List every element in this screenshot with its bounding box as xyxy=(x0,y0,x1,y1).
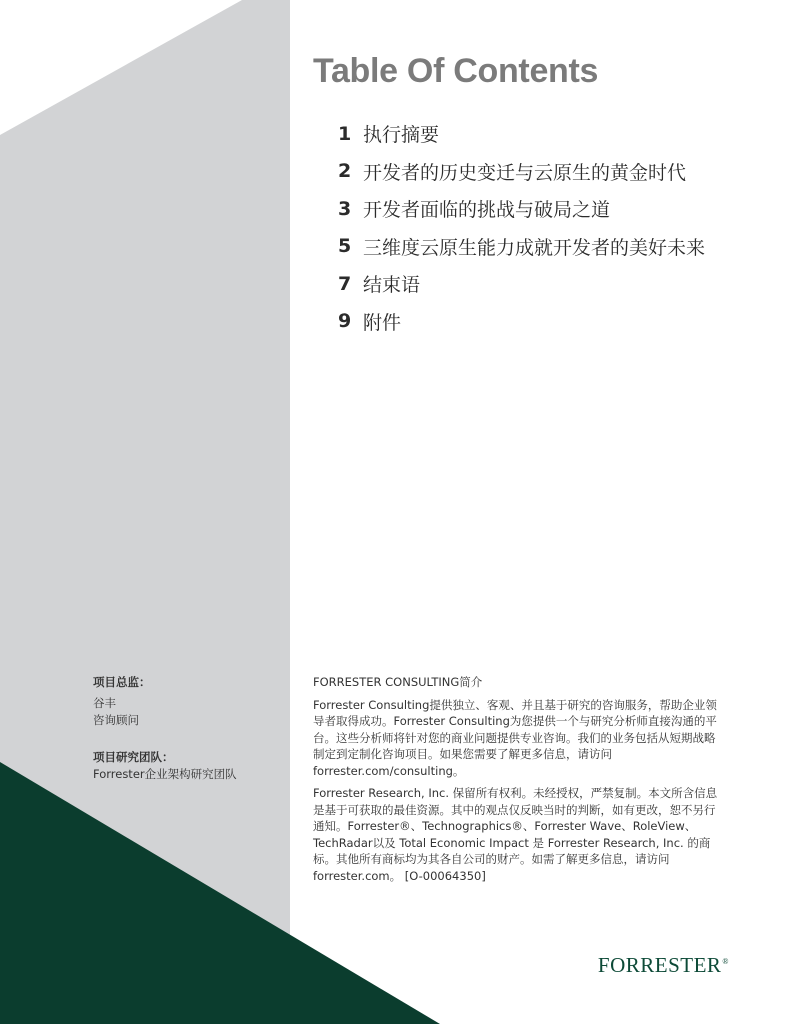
toc-page-number: 3 xyxy=(338,197,352,220)
toc-page-number: 7 xyxy=(338,272,352,295)
team-name: Forrester企业架构研究团队 xyxy=(93,767,237,781)
toc-entry[interactable] xyxy=(338,190,705,228)
toc-entry[interactable] xyxy=(338,265,705,303)
director-heading: 项目总监： xyxy=(93,675,151,689)
toc-entry[interactable] xyxy=(338,153,705,191)
copyright-paragraph: Forrester Research, Inc. 保留所有权利。未经授权，严禁复制。本文所含信息是基于可获取的最佳资源。其中的观点仅反映当时的判断，如有更改，恕不另行通知。Forrester®、Technographics®、Forrester Wave、RoleView、TechRadar以及 Total Economic Impact 是 Forrester Research, Inc. 的商标。其他所有商标均为其各自公司的财产。如需了解更多信息，请访问forrester.com。 [O-00064350] xyxy=(313,786,718,883)
toc-page-number: 9 xyxy=(338,310,352,333)
registered-mark: ® xyxy=(722,957,729,966)
team-heading: 项目研究团队： xyxy=(93,750,174,764)
director-name: 谷丰 xyxy=(93,696,116,710)
director-block xyxy=(93,674,237,729)
toc-entry[interactable] xyxy=(338,115,705,153)
about-paragraph: Forrester Consulting提供独立、客观、并且基于研究的咨询服务，帮助企业领导者取得成功。Forrester Consulting为您提供一个与研究分析师直接沟通的平台。这些分析师将针对您的商业问题提供专业咨询。我们的业务包括从短期战略制定到定制化咨询项目。如果您需要了解更多信息，请访问forrester.com/consulting。 xyxy=(313,697,717,778)
toc-entry[interactable] xyxy=(338,228,705,266)
toc-page-number: 2 xyxy=(338,160,352,183)
toc-entry-label: 三维度云原生能力成就开发者的美好未来 xyxy=(363,236,706,259)
toc-entry-label: 附件 xyxy=(363,311,402,334)
toc-page-number: 5 xyxy=(338,235,352,258)
about-heading: FORRESTER CONSULTING简介 xyxy=(313,675,483,689)
toc-entry-label: 开发者的历史变迁与云原生的黄金时代 xyxy=(363,161,687,184)
about-forrester xyxy=(313,674,725,890)
team-block xyxy=(93,749,237,783)
director-role: 咨询顾问 xyxy=(93,713,139,727)
project-credits xyxy=(93,674,237,803)
logo-wordmark: FORRESTER xyxy=(597,953,722,977)
toc-entry-label: 结束语 xyxy=(363,274,421,297)
toc-list xyxy=(338,115,705,340)
forrester-logo xyxy=(598,953,729,978)
page-title: Table Of Contents xyxy=(313,52,599,90)
toc-entry-label: 执行摘要 xyxy=(363,124,440,147)
toc-page-number: 1 xyxy=(338,122,352,145)
toc-entry-label: 开发者面临的挑战与破局之道 xyxy=(363,199,611,222)
toc-entry[interactable] xyxy=(338,303,705,341)
